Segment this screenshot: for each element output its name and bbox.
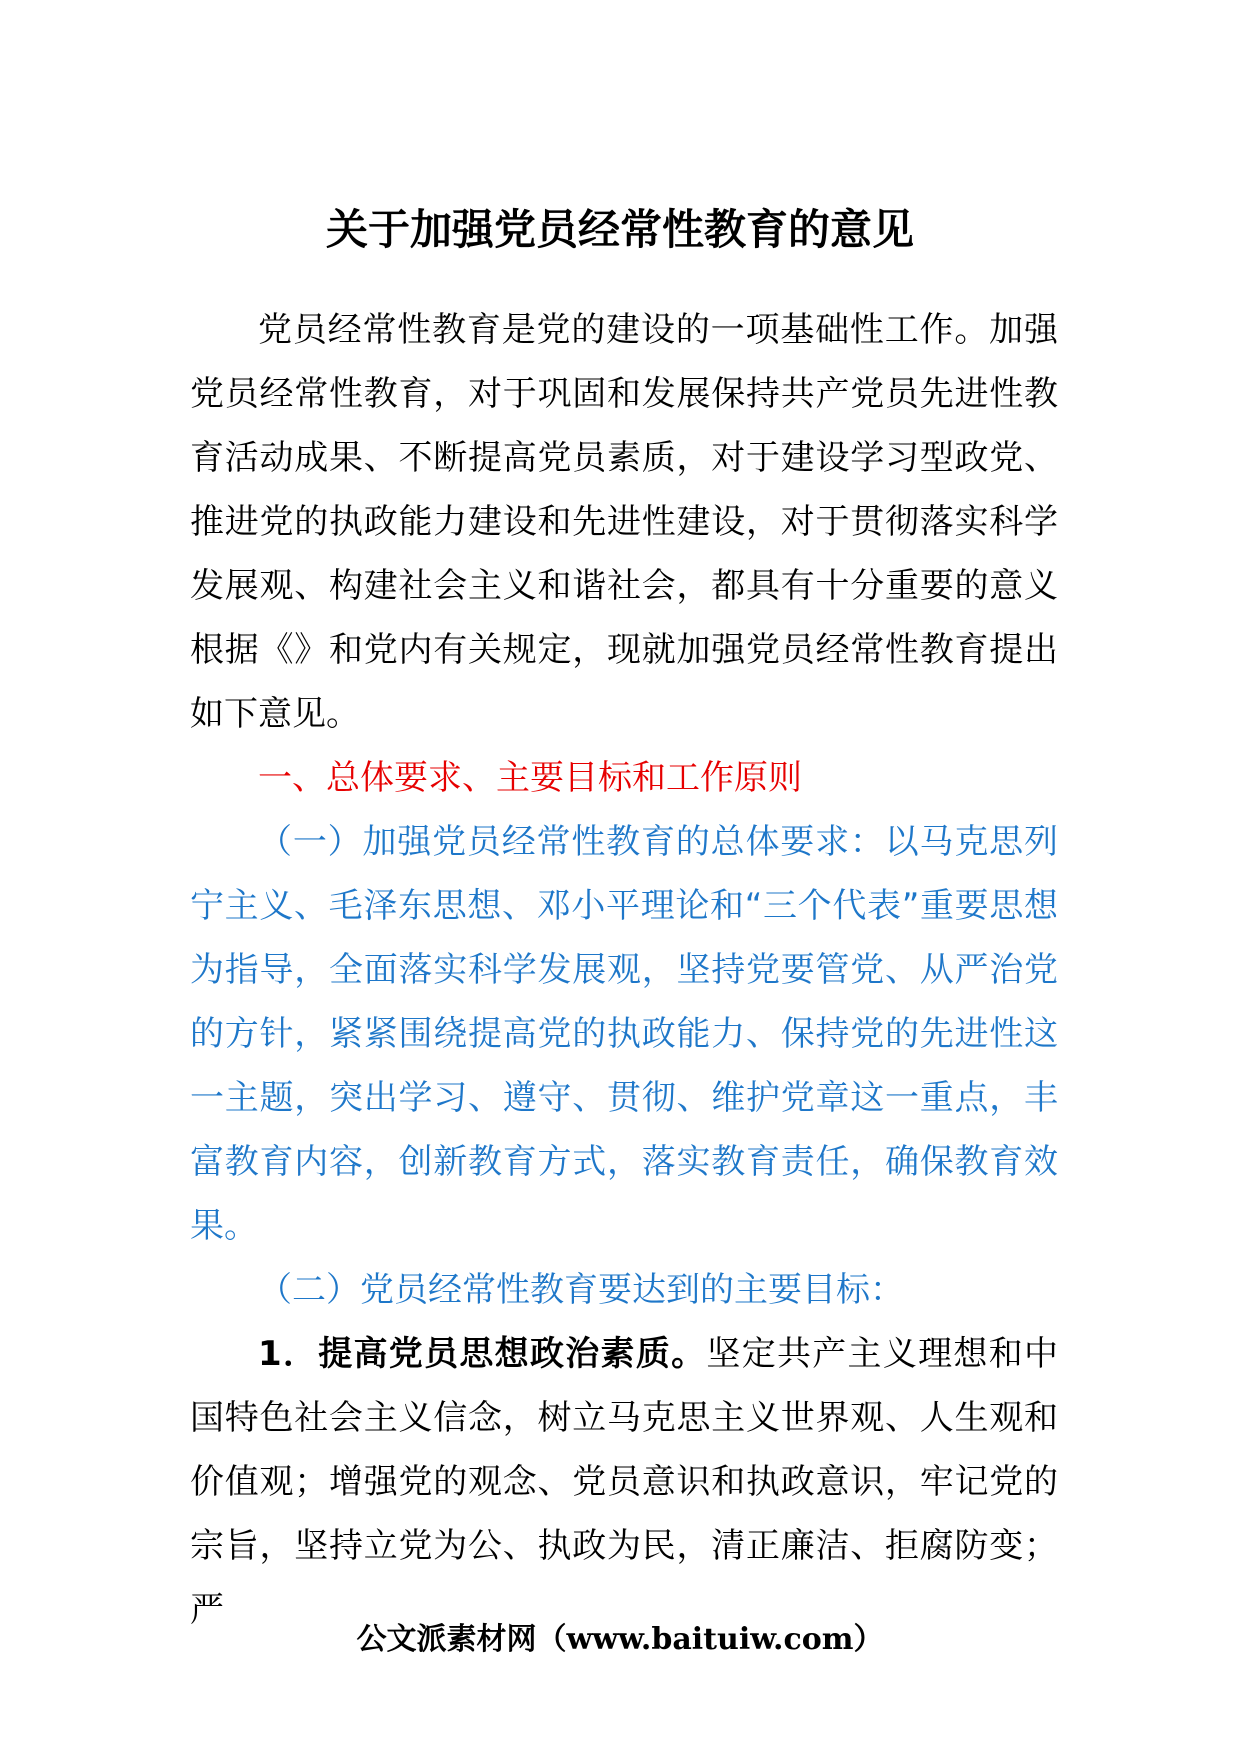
subsection-2-heading: （二）党员经常性教育要达到的主要目标： (258, 1270, 904, 1310)
item-1-lead: 1．提高党员思想政治素质。 (258, 1334, 707, 1374)
footer-source: 公文派素材网（www.baituiw.com） (356, 1622, 884, 1657)
document-body (190, 298, 1058, 1642)
item-1-body: 坚定共产主义理想和中国特色社会主义信念，树立马克思主义世界观、人生观和价值观；增强党的观念、党员意识和执政意识，牢记党的宗旨，坚持立党为公、执政为民，清正廉洁、拒腐防变；严 (190, 1334, 1058, 1630)
document-title: 关于加强党员经常性教育的意见 (325, 205, 914, 254)
intro-paragraph: 党员经常性教育是党的建设的一项基础性工作。加强党员经常性教育，对于巩固和发展保持共产党员先进性教育活动成果、不断提高党员素质，对于建设学习型政党、推进党的执政能力建设和先进性建设，对于贯彻落实科学发展观、构建社会主义和谐社会，都具有十分重要的意义根据《》和党内有关规定，现就加强党员经常性教育提出如下意见。 (190, 310, 1058, 734)
subsection-1-paragraph: （一）加强党员经常性教育的总体要求：以马克思列宁主义、毛泽东思想、邓小平理论和“三个代表”重要思想为指导，全面落实科学发展观，坚持党要管党、从严治党的方针，紧紧围绕提高党的执政能力、保持党的先进性这一主题，突出学习、遵守、贯彻、维护党章这一重点，丰富教育内容，创新教育方式，落实教育责任，确保教育效果。 (190, 822, 1058, 1246)
section-heading: 一、总体要求、主要目标和工作原则 (258, 758, 802, 798)
item-1-paragraph (190, 1322, 1058, 1642)
